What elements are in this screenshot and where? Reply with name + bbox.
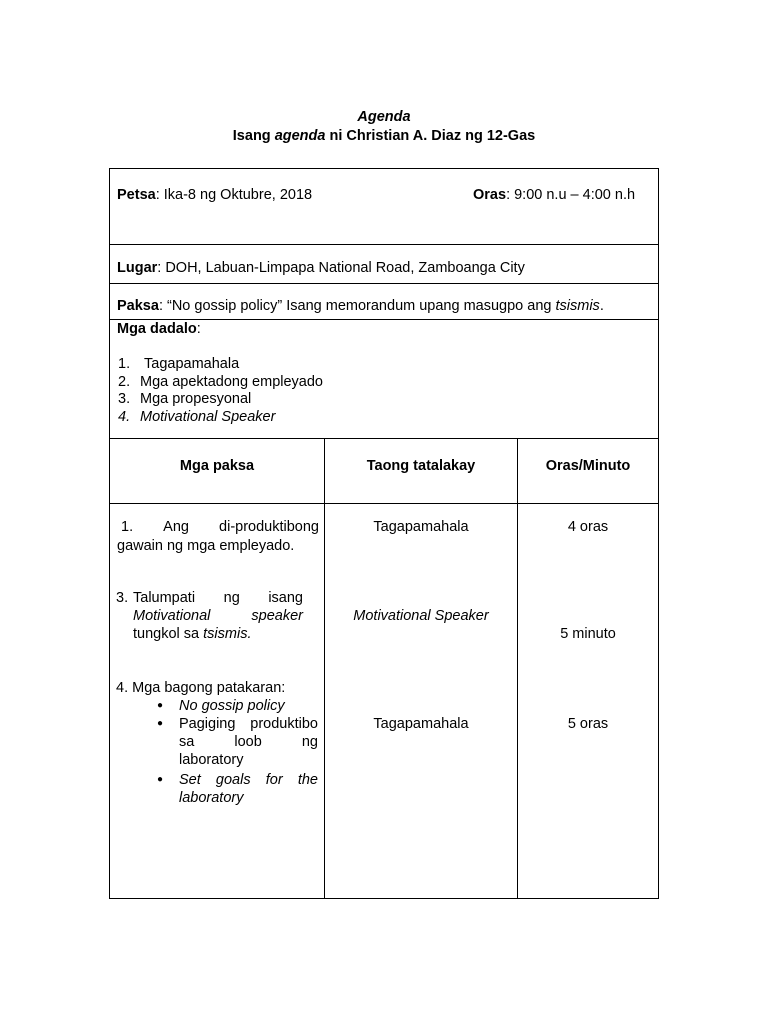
attendees-label: Mga dadalo: bbox=[117, 321, 201, 337]
column-divider bbox=[324, 438, 325, 899]
oras-field: Oras: 9:00 n.u – 4:00 n.h bbox=[473, 187, 636, 203]
petsa-field: Petsa: Ika-8 ng Oktubre, 2018 bbox=[117, 187, 313, 203]
document-header bbox=[0, 108, 768, 146]
topic-3: Talumpati ng isang Motivational speaker tungkol sa tsismis. bbox=[133, 590, 303, 642]
divider bbox=[109, 503, 659, 504]
divider bbox=[109, 283, 659, 284]
paksa-field: Paksa: “No gossip policy” Isang memorandum upang masugpo ang tsismis. bbox=[117, 298, 604, 314]
document-title: Agenda bbox=[357, 109, 411, 125]
bullet-icon: ● bbox=[157, 718, 164, 729]
divider bbox=[109, 438, 659, 439]
presenter-4: Tagapamahala bbox=[373, 716, 469, 732]
divider bbox=[109, 244, 659, 245]
presenter-1: Tagapamahala bbox=[373, 519, 469, 535]
topic-1: 1. Ang di-produktibong bbox=[121, 519, 319, 535]
policy-item: Set goals for the laboratory bbox=[179, 772, 318, 806]
lugar-field: Lugar: DOH, Labuan-Limpapa National Road, Zamboanga City bbox=[117, 260, 525, 276]
policy-item: No gossip policy bbox=[179, 698, 285, 714]
attendee-item: 2. Mga apektadong empleyado bbox=[118, 374, 323, 390]
duration-1: 4 oras bbox=[567, 519, 609, 535]
duration-3: 5 minuto bbox=[560, 626, 616, 642]
bullet-icon: ● bbox=[157, 700, 164, 711]
column-header-presenter: Taong tatalakay bbox=[366, 458, 476, 474]
document-subtitle: Isang agenda ni Christian A. Diaz ng 12-Gas bbox=[232, 128, 536, 144]
column-header-topics: Mga paksa bbox=[179, 458, 255, 474]
topic-1-line2: gawain ng mga empleyado. bbox=[117, 538, 295, 554]
bullet-icon: ● bbox=[157, 774, 164, 785]
presenter-3: Motivational Speaker bbox=[353, 608, 489, 624]
column-divider bbox=[517, 438, 518, 899]
attendee-item: 4. Motivational Speaker bbox=[118, 409, 276, 425]
topic-3-number: 3. bbox=[116, 590, 129, 606]
column-header-duration: Oras/Minuto bbox=[545, 458, 631, 474]
topic-4-heading: 4. Mga bagong patakaran: bbox=[116, 680, 286, 696]
attendee-item: 3. Mga propesyonal bbox=[118, 391, 252, 407]
duration-4: 5 oras bbox=[567, 716, 609, 732]
attendee-item: 1. Tagapamahala bbox=[118, 356, 240, 372]
policy-item: Pagiging produktibo sa loob ng laboratory bbox=[179, 716, 318, 768]
